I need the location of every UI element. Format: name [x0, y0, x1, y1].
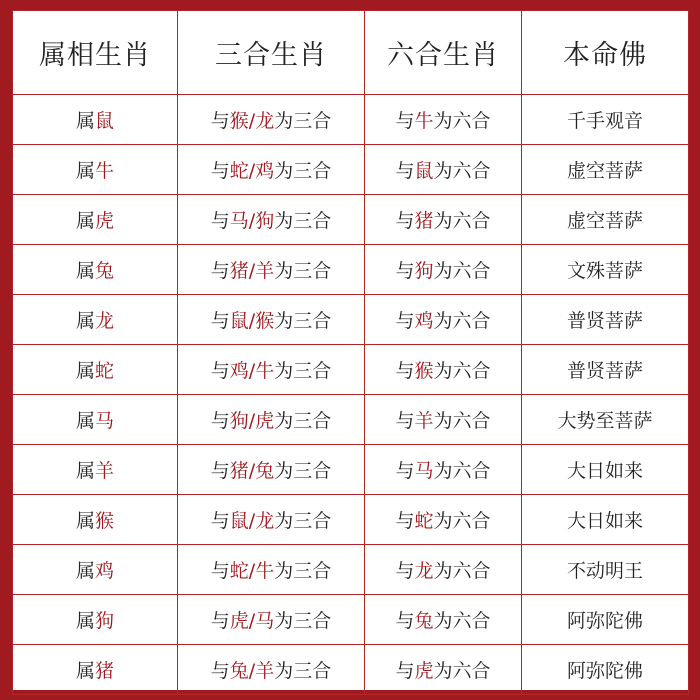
liuhe-animal: 虎	[414, 660, 434, 682]
sanhe-cell	[178, 595, 365, 645]
sanhe-prefix: 与	[210, 510, 230, 532]
liuhe-prefix: 与	[395, 160, 415, 182]
sanhe-animal-b: 兔	[255, 460, 275, 482]
liuhe-animal: 羊	[414, 410, 434, 432]
sanhe-separator: /	[248, 360, 256, 382]
zodiac-cell	[13, 395, 178, 445]
sanhe-suffix: 为三合	[274, 210, 332, 232]
sanhe-cell	[178, 145, 365, 195]
liuhe-suffix: 为六合	[433, 210, 491, 232]
sanhe-cell	[178, 295, 365, 345]
sanhe-separator: /	[248, 160, 256, 182]
buddha-cell: 阿弥陀佛	[522, 595, 689, 645]
sanhe-cell	[178, 195, 365, 245]
table-row	[13, 145, 689, 195]
sanhe-animal-a: 鸡	[229, 360, 249, 382]
liuhe-cell	[365, 645, 522, 695]
liuhe-animal: 鼠	[414, 160, 434, 182]
buddha-cell: 虚空菩萨	[522, 195, 689, 245]
zodiac-prefix: 属	[75, 360, 95, 382]
liuhe-prefix: 与	[395, 460, 415, 482]
sanhe-animal-a: 蛇	[229, 160, 249, 182]
zodiac-animal: 羊	[95, 460, 115, 482]
liuhe-cell	[365, 345, 522, 395]
liuhe-animal: 马	[414, 460, 434, 482]
sanhe-separator: /	[248, 510, 256, 532]
sanhe-animal-b: 鸡	[255, 160, 275, 182]
sanhe-suffix: 为三合	[274, 510, 332, 532]
sanhe-prefix: 与	[210, 410, 230, 432]
zodiac-table-sheet	[12, 10, 688, 690]
buddha-cell: 千手观音	[522, 95, 689, 145]
table-row	[13, 195, 689, 245]
liuhe-animal: 鸡	[414, 310, 434, 332]
zodiac-animal: 蛇	[95, 360, 115, 382]
sanhe-cell	[178, 645, 365, 695]
zodiac-prefix: 属	[75, 610, 95, 632]
liuhe-cell	[365, 95, 522, 145]
zodiac-cell	[13, 295, 178, 345]
sanhe-separator: /	[248, 110, 256, 132]
sanhe-suffix: 为三合	[274, 110, 332, 132]
sanhe-animal-a: 马	[229, 210, 249, 232]
zodiac-compatibility-table	[12, 10, 689, 695]
liuhe-suffix: 为六合	[433, 360, 491, 382]
liuhe-suffix: 为六合	[433, 310, 491, 332]
sanhe-separator: /	[248, 610, 256, 632]
buddha-cell: 不动明王	[522, 545, 689, 595]
liuhe-cell	[365, 295, 522, 345]
sanhe-suffix: 为三合	[274, 410, 332, 432]
liuhe-animal: 蛇	[414, 510, 434, 532]
liuhe-suffix: 为六合	[433, 460, 491, 482]
sanhe-prefix: 与	[210, 460, 230, 482]
liuhe-prefix: 与	[395, 660, 415, 682]
sanhe-animal-a: 蛇	[229, 560, 249, 582]
sanhe-suffix: 为三合	[274, 460, 332, 482]
sanhe-animal-b: 虎	[255, 410, 275, 432]
liuhe-cell	[365, 495, 522, 545]
header-liuhe: 六合生肖	[365, 11, 522, 95]
zodiac-prefix: 属	[75, 260, 95, 282]
liuhe-cell	[365, 445, 522, 495]
liuhe-prefix: 与	[395, 360, 415, 382]
sanhe-prefix: 与	[210, 110, 230, 132]
sanhe-cell	[178, 395, 365, 445]
sanhe-separator: /	[248, 410, 256, 432]
zodiac-cell	[13, 95, 178, 145]
sanhe-animal-a: 鼠	[229, 310, 249, 332]
zodiac-animal: 狗	[95, 610, 115, 632]
header-sanhe: 三合生肖	[178, 11, 365, 95]
sanhe-animal-a: 狗	[229, 410, 249, 432]
header-row	[13, 11, 689, 95]
zodiac-prefix: 属	[75, 460, 95, 482]
sanhe-animal-b: 牛	[255, 360, 275, 382]
liuhe-prefix: 与	[395, 560, 415, 582]
sanhe-cell	[178, 95, 365, 145]
sanhe-separator: /	[248, 260, 256, 282]
liuhe-suffix: 为六合	[433, 260, 491, 282]
sanhe-cell	[178, 245, 365, 295]
table-row	[13, 445, 689, 495]
liuhe-prefix: 与	[395, 310, 415, 332]
table-row	[13, 495, 689, 545]
buddha-cell: 大势至菩萨	[522, 395, 689, 445]
sanhe-animal-a: 猪	[229, 260, 249, 282]
table-row	[13, 345, 689, 395]
sanhe-separator: /	[248, 460, 256, 482]
sanhe-animal-b: 龙	[255, 510, 275, 532]
sanhe-animal-a: 猴	[229, 110, 249, 132]
zodiac-animal: 猴	[95, 510, 115, 532]
sanhe-animal-b: 羊	[255, 260, 275, 282]
liuhe-prefix: 与	[395, 610, 415, 632]
liuhe-cell	[365, 595, 522, 645]
zodiac-animal: 龙	[95, 310, 115, 332]
zodiac-animal: 虎	[95, 210, 115, 232]
liuhe-animal: 狗	[414, 260, 434, 282]
table-row	[13, 645, 689, 695]
zodiac-prefix: 属	[75, 210, 95, 232]
sanhe-prefix: 与	[210, 610, 230, 632]
sanhe-separator: /	[248, 560, 256, 582]
sanhe-suffix: 为三合	[274, 660, 332, 682]
zodiac-cell	[13, 495, 178, 545]
liuhe-animal: 猴	[414, 360, 434, 382]
sanhe-animal-b: 猴	[255, 310, 275, 332]
sanhe-suffix: 为三合	[274, 160, 332, 182]
sanhe-prefix: 与	[210, 560, 230, 582]
buddha-cell: 普贤菩萨	[522, 295, 689, 345]
liuhe-animal: 牛	[414, 110, 434, 132]
sanhe-suffix: 为三合	[274, 310, 332, 332]
sanhe-prefix: 与	[210, 260, 230, 282]
sanhe-animal-a: 兔	[229, 660, 249, 682]
zodiac-cell	[13, 595, 178, 645]
zodiac-prefix: 属	[75, 560, 95, 582]
zodiac-animal: 鼠	[95, 110, 115, 132]
liuhe-prefix: 与	[395, 510, 415, 532]
liuhe-suffix: 为六合	[433, 410, 491, 432]
buddha-cell: 大日如来	[522, 495, 689, 545]
sanhe-prefix: 与	[210, 310, 230, 332]
sanhe-prefix: 与	[210, 160, 230, 182]
header-buddha: 本命佛	[522, 11, 689, 95]
liuhe-suffix: 为六合	[433, 160, 491, 182]
table-row	[13, 95, 689, 145]
zodiac-cell	[13, 245, 178, 295]
zodiac-prefix: 属	[75, 660, 95, 682]
liuhe-suffix: 为六合	[433, 610, 491, 632]
buddha-cell: 普贤菩萨	[522, 345, 689, 395]
sanhe-suffix: 为三合	[274, 260, 332, 282]
buddha-cell: 阿弥陀佛	[522, 645, 689, 695]
sanhe-separator: /	[248, 310, 256, 332]
zodiac-prefix: 属	[75, 510, 95, 532]
liuhe-prefix: 与	[395, 210, 415, 232]
buddha-cell: 文殊菩萨	[522, 245, 689, 295]
liuhe-cell	[365, 395, 522, 445]
liuhe-suffix: 为六合	[433, 110, 491, 132]
sanhe-cell	[178, 495, 365, 545]
zodiac-animal: 牛	[95, 160, 115, 182]
sanhe-prefix: 与	[210, 210, 230, 232]
liuhe-suffix: 为六合	[433, 660, 491, 682]
liuhe-prefix: 与	[395, 110, 415, 132]
zodiac-animal: 马	[95, 410, 115, 432]
buddha-cell: 大日如来	[522, 445, 689, 495]
sanhe-prefix: 与	[210, 660, 230, 682]
zodiac-cell	[13, 195, 178, 245]
zodiac-cell	[13, 445, 178, 495]
sanhe-separator: /	[248, 660, 256, 682]
zodiac-cell	[13, 345, 178, 395]
sanhe-cell	[178, 545, 365, 595]
sanhe-cell	[178, 445, 365, 495]
liuhe-cell	[365, 195, 522, 245]
sanhe-cell	[178, 345, 365, 395]
sanhe-animal-a: 鼠	[229, 510, 249, 532]
sanhe-animal-a: 猪	[229, 460, 249, 482]
liuhe-animal: 兔	[414, 610, 434, 632]
buddha-cell: 虚空菩萨	[522, 145, 689, 195]
table-row	[13, 395, 689, 445]
liuhe-animal: 猪	[414, 210, 434, 232]
zodiac-prefix: 属	[75, 410, 95, 432]
liuhe-animal: 龙	[414, 560, 434, 582]
liuhe-cell	[365, 545, 522, 595]
sanhe-animal-a: 虎	[229, 610, 249, 632]
liuhe-prefix: 与	[395, 410, 415, 432]
liuhe-suffix: 为六合	[433, 510, 491, 532]
zodiac-prefix: 属	[75, 160, 95, 182]
sanhe-suffix: 为三合	[274, 610, 332, 632]
zodiac-prefix: 属	[75, 310, 95, 332]
sanhe-animal-b: 狗	[255, 210, 275, 232]
liuhe-suffix: 为六合	[433, 560, 491, 582]
zodiac-animal: 猪	[95, 660, 115, 682]
sanhe-separator: /	[248, 210, 256, 232]
zodiac-prefix: 属	[75, 110, 95, 132]
liuhe-cell	[365, 245, 522, 295]
table-row	[13, 595, 689, 645]
zodiac-animal: 鸡	[95, 560, 115, 582]
sanhe-animal-b: 马	[255, 610, 275, 632]
liuhe-cell	[365, 145, 522, 195]
liuhe-prefix: 与	[395, 260, 415, 282]
sanhe-prefix: 与	[210, 360, 230, 382]
sanhe-animal-b: 羊	[255, 660, 275, 682]
sanhe-animal-b: 牛	[255, 560, 275, 582]
zodiac-cell	[13, 645, 178, 695]
table-row	[13, 545, 689, 595]
zodiac-animal: 兔	[95, 260, 115, 282]
sanhe-suffix: 为三合	[274, 360, 332, 382]
table-row	[13, 295, 689, 345]
zodiac-cell	[13, 145, 178, 195]
header-zodiac: 属相生肖	[13, 11, 178, 95]
table-row	[13, 245, 689, 295]
sanhe-animal-b: 龙	[255, 110, 275, 132]
zodiac-cell	[13, 545, 178, 595]
sanhe-suffix: 为三合	[274, 560, 332, 582]
